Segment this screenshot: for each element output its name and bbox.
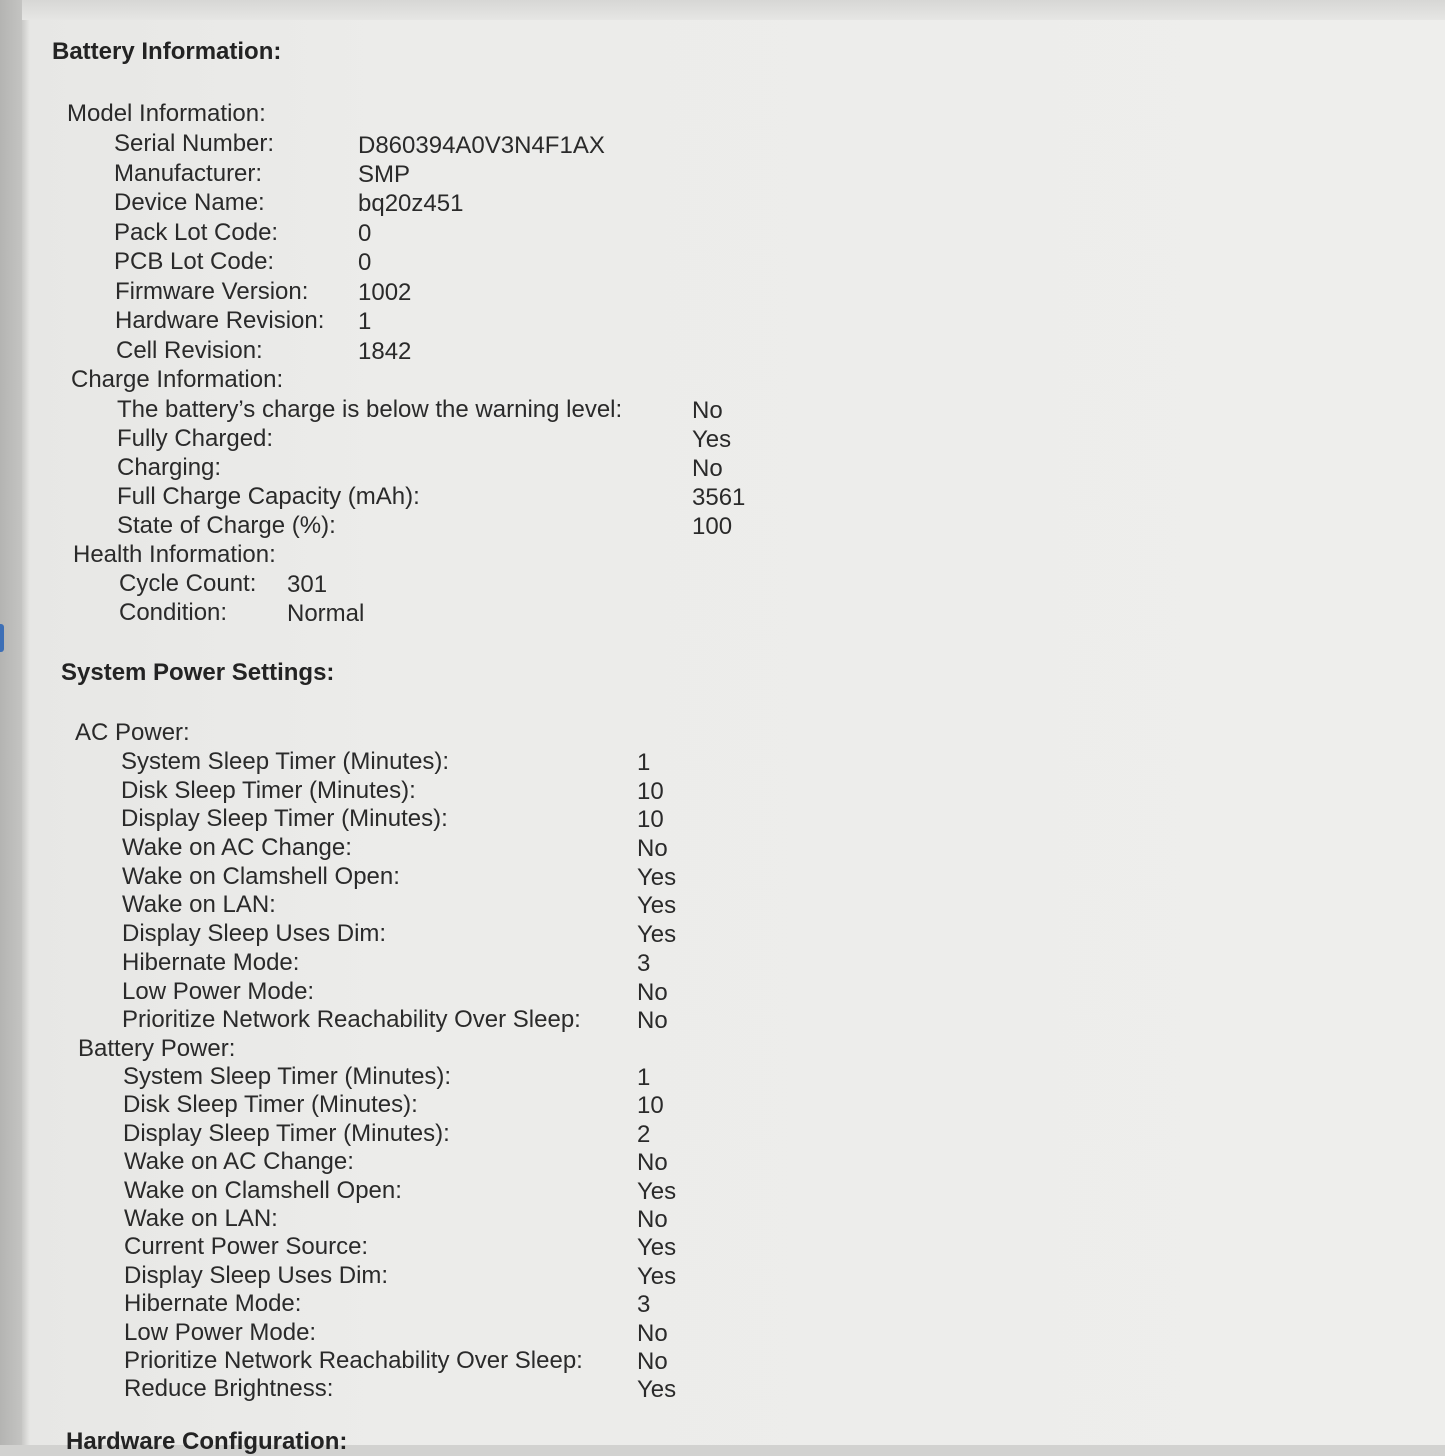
- bat-system-sleep-timer-label: System Sleep Timer (Minutes):: [123, 1063, 452, 1090]
- manufacturer-label: Manufacturer:: [114, 160, 263, 187]
- selection-indicator: [0, 624, 4, 652]
- device-name-label: Device Name:: [114, 189, 265, 216]
- model-information-heading: Model Information:: [67, 100, 266, 127]
- cycle-count-label: Cycle Count:: [119, 570, 257, 597]
- battery-information-title: Battery Information:: [52, 38, 282, 65]
- bat-disk-sleep-timer-value: 10: [637, 1092, 664, 1119]
- pack-lot-code-label: Pack Lot Code:: [114, 219, 279, 246]
- ac-display-sleep-timer-label: Display Sleep Timer (Minutes):: [121, 805, 448, 832]
- state-of-charge-label: State of Charge (%):: [117, 512, 336, 539]
- charge-warning-value: No: [692, 397, 723, 424]
- hardware-revision-value: 1: [358, 308, 372, 335]
- ac-low-power-mode-value: No: [637, 979, 668, 1006]
- bat-prioritize-network-label: Prioritize Network Reachability Over Sleep:: [124, 1347, 583, 1374]
- ac-system-sleep-timer-label: System Sleep Timer (Minutes):: [121, 748, 450, 775]
- manufacturer-value: SMP: [358, 161, 411, 188]
- system-power-settings-title: System Power Settings:: [61, 659, 335, 686]
- bat-reduce-brightness-label: Reduce Brightness:: [124, 1375, 334, 1402]
- cycle-count-value: 301: [287, 571, 328, 598]
- condition-label: Condition:: [119, 599, 228, 626]
- bat-display-sleep-uses-dim-label: Display Sleep Uses Dim:: [124, 1262, 389, 1289]
- window-top-edge: [22, 0, 1445, 20]
- bat-prioritize-network-value: No: [637, 1348, 668, 1375]
- bat-wake-on-clamshell-open-label: Wake on Clamshell Open:: [124, 1177, 402, 1204]
- ac-wake-on-lan-label: Wake on LAN:: [122, 891, 276, 918]
- device-name-value: bq20z451: [358, 190, 464, 217]
- bat-wake-on-lan-label: Wake on LAN:: [124, 1205, 278, 1232]
- ac-disk-sleep-timer-value: 10: [637, 778, 664, 805]
- ac-disk-sleep-timer-label: Disk Sleep Timer (Minutes):: [121, 777, 416, 804]
- fully-charged-value: Yes: [692, 426, 732, 453]
- bat-disk-sleep-timer-label: Disk Sleep Timer (Minutes):: [123, 1091, 418, 1118]
- charge-warning-label: The battery’s charge is below the warning level:: [117, 396, 623, 423]
- charging-value: No: [692, 455, 723, 482]
- condition-value: Normal: [287, 600, 365, 627]
- ac-wake-on-ac-change-value: No: [637, 835, 668, 862]
- bat-display-sleep-timer-label: Display Sleep Timer (Minutes):: [123, 1120, 450, 1147]
- full-charge-capacity-value: 3561: [692, 484, 746, 511]
- charging-label: Charging:: [117, 454, 222, 481]
- hardware-revision-label: Hardware Revision:: [115, 307, 325, 334]
- bat-current-power-source-value: Yes: [637, 1234, 677, 1261]
- serial-number-label: Serial Number:: [114, 130, 275, 157]
- sidebar-edge: [0, 0, 22, 1445]
- bat-current-power-source-label: Current Power Source:: [124, 1233, 369, 1260]
- ac-wake-on-lan-value: Yes: [637, 892, 677, 919]
- ac-prioritize-network-label: Prioritize Network Reachability Over Sleep:: [122, 1006, 581, 1033]
- ac-wake-on-ac-change-label: Wake on AC Change:: [122, 834, 352, 861]
- serial-number-value: D860394A0V3N4F1AX: [358, 132, 605, 159]
- pack-lot-code-value: 0: [358, 220, 372, 247]
- ac-display-sleep-uses-dim-label: Display Sleep Uses Dim:: [122, 920, 387, 947]
- bat-wake-on-clamshell-open-value: Yes: [637, 1178, 677, 1205]
- ac-wake-on-clamshell-open-value: Yes: [637, 864, 677, 891]
- battery-power-heading: Battery Power:: [78, 1035, 236, 1062]
- ac-display-sleep-uses-dim-value: Yes: [637, 921, 677, 948]
- fully-charged-label: Fully Charged:: [117, 425, 274, 452]
- bat-wake-on-ac-change-label: Wake on AC Change:: [124, 1148, 354, 1175]
- ac-hibernate-mode-value: 3: [637, 950, 651, 977]
- ac-low-power-mode-label: Low Power Mode:: [122, 978, 315, 1005]
- state-of-charge-value: 100: [692, 513, 733, 540]
- bat-hibernate-mode-label: Hibernate Mode:: [124, 1290, 302, 1317]
- bat-hibernate-mode-value: 3: [637, 1291, 651, 1318]
- pcb-lot-code-value: 0: [358, 249, 372, 276]
- bat-low-power-mode-value: No: [637, 1320, 668, 1347]
- hardware-configuration-title: Hardware Configuration:: [66, 1428, 348, 1455]
- ac-wake-on-clamshell-open-label: Wake on Clamshell Open:: [122, 863, 400, 890]
- charge-information-heading: Charge Information:: [71, 366, 284, 393]
- bat-reduce-brightness-value: Yes: [637, 1376, 677, 1403]
- firmware-version-value: 1002: [358, 279, 412, 306]
- ac-display-sleep-timer-value: 10: [637, 806, 664, 833]
- bat-system-sleep-timer-value: 1: [637, 1064, 651, 1091]
- bat-display-sleep-uses-dim-value: Yes: [637, 1263, 677, 1290]
- firmware-version-label: Firmware Version:: [115, 278, 309, 305]
- ac-prioritize-network-value: No: [637, 1007, 668, 1034]
- pcb-lot-code-label: PCB Lot Code:: [114, 248, 275, 275]
- health-information-heading: Health Information:: [73, 541, 276, 568]
- ac-system-sleep-timer-value: 1: [637, 749, 651, 776]
- bat-wake-on-lan-value: No: [637, 1206, 668, 1233]
- cell-revision-label: Cell Revision:: [116, 337, 263, 364]
- bat-low-power-mode-label: Low Power Mode:: [124, 1319, 317, 1346]
- ac-hibernate-mode-label: Hibernate Mode:: [122, 949, 300, 976]
- cell-revision-value: 1842: [358, 338, 412, 365]
- bat-display-sleep-timer-value: 2: [637, 1121, 651, 1148]
- full-charge-capacity-label: Full Charge Capacity (mAh):: [117, 483, 420, 510]
- ac-power-heading: AC Power:: [75, 719, 190, 746]
- bat-wake-on-ac-change-value: No: [637, 1149, 668, 1176]
